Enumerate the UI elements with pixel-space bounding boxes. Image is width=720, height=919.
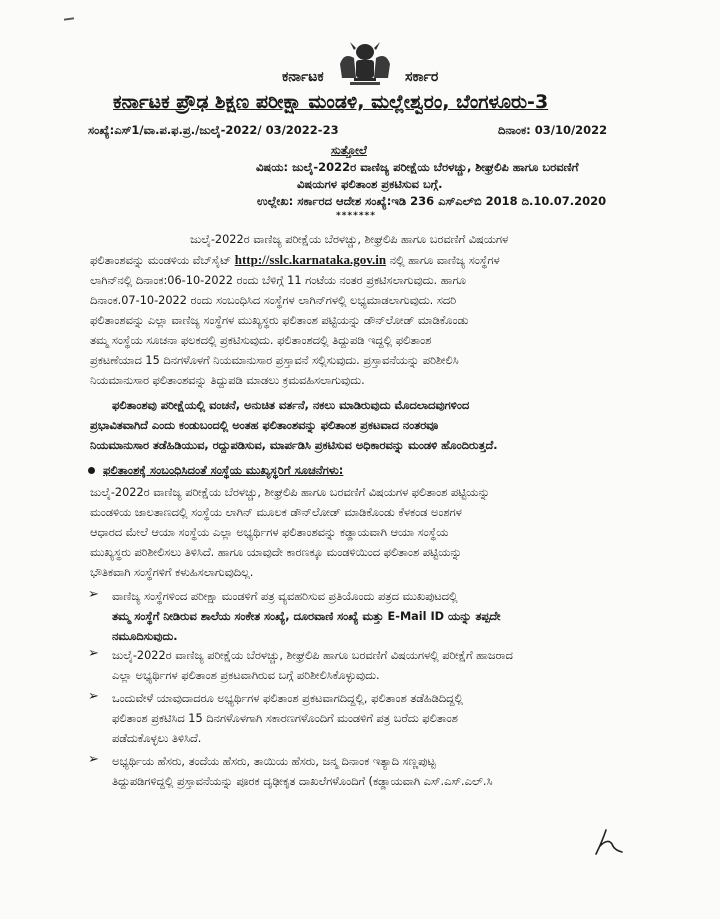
para1-line-website	[90, 250, 630, 271]
separator-stars: *******	[336, 211, 376, 221]
point-3-line: ಒಂದುವೇಳೆ ಯಾವುದಾದರೂ ಅಭ್ಯರ್ಥಿಗಳ ಫಲಿತಾಂಶ ಪ್ರಕಟವಾಗದಿದ್ದಲ್ಲಿ, ಫಲಿತಾಂಶ ತಡೆಹಿಡಿದಿದ್ದಲ್ಲಿ	[112, 692, 463, 705]
point-1-line: ನಮೂದಿಸುವುದು.	[112, 630, 178, 643]
instructions-heading	[88, 463, 343, 478]
point-item	[112, 689, 630, 749]
paragraph-results-publication	[90, 230, 630, 391]
para1-line: ಜುಲೈ-2022ರ ವಾಣಿಜ್ಯ ಪರೀಕ್ಷೆಯ ಬೆರಳಚ್ಚು, ಶೀಘ್ರಲಿಪಿ ಹಾಗೂ ಬರವಣಿಗೆ ವಿಷಯಗಳ	[190, 233, 509, 246]
point-item	[112, 587, 630, 647]
circular-title: ಸುತ್ತೋಲೆ	[331, 143, 367, 157]
point-item	[112, 752, 630, 792]
reference-number: ಸಂಖ್ಯೆ:ಎಸ್1/ವಾ.ಪ.ಫ.ಪ್ರ./ಜುಲೈ-2022/ 03/2022-23	[88, 123, 339, 137]
paragraph-withholding-rights	[90, 396, 630, 456]
para1-line: ಫಲಿತಾಂಶವನ್ನು ಎಲ್ಲಾ ವಾಣಿಜ್ಯ ಸಂಸ್ಥೆಗಳ ಮುಖ್ಯಸ್ಥರು ಫಲಿತಾಂಶ ಪಟ್ಟಿಯನ್ನು ಡೌನ್‌ಲೋಡ್ ಮಾಡಿಕೊಂಡು	[90, 314, 469, 327]
para1-line: ತಮ್ಮ ಸಂಸ್ಥೆಯ ಸೂಚನಾ ಫಲಕದಲ್ಲಿ ಪ್ರಕಟಿಸುವುದು. ಫಲಿತಾಂಶದಲ್ಲಿ ತಿದ್ದುಪಡಿ ಇದ್ದಲ್ಲಿ ಫಲಿತಾಂಶ	[90, 334, 432, 347]
para2-line: ಫಲಿತಾಂಶವು ಪರೀಕ್ಷೆಯಲ್ಲಿ ವಂಚನೆ, ಅನುಚಿತ ವರ್ತನೆ, ನಕಲು ಮಾಡಿರುವುದು ಮೊದಲಾದವುಗಳಿಂದ	[112, 399, 470, 412]
paragraph-download-instructions	[90, 483, 630, 583]
para2-line: ಪ್ರಭಾವಿತವಾಗಿದೆ ಎಂದು ಕಂಡುಬಂದಲ್ಲಿ ಅಂತಹ ಫಲಿತಾಂಶವನ್ನು ಫಲಿತಾಂಶ ಪ್ರಕಟವಾದ ನಂತರವೂ	[90, 419, 439, 432]
bullet-dot-icon	[88, 467, 95, 474]
point-2-line: ಜುಲೈ-2022ರ ವಾಣಿಜ್ಯ ಪರೀಕ್ಷೆಯ ಬೆರಳಚ್ಚು, ಶೀಘ್ರಲಿಪಿ ಹಾಗೂ ಬರವಣಿಗೆ ವಿಷಯಗಳಲ್ಲಿ ಪರೀಕ್ಷೆಗೆ ಹಾಜರಾದ	[112, 649, 513, 662]
para1-line: ನಿಯಮಾನುಸಾರ ಫಲಿತಾಂಶವನ್ನು ತಿದ್ದುಪಡಿ ಮಾಡಲು ಕ್ರಮವಹಿಸಲಾಗುವುದು.	[90, 374, 365, 387]
instructions-heading-text: ಫಲಿತಾಂಶಕ್ಕೆ ಸಂಬಂಧಿಸಿದಂತೆ ಸಂಸ್ಥೆಯ ಮುಖ್ಯಸ್ಥರಿಗೆ ಸೂಚನೆಗಳು:	[103, 463, 344, 477]
para3-line: ಆಧಾರದ ಮೇಲೆ ಆಯಾ ಸಂಸ್ಥೆಯ ಎಲ್ಲಾ ಅಭ್ಯರ್ಥಿಗಳ ಫಲಿತಾಂಶವನ್ನು ಕಡ್ಡಾಯವಾಗಿ ಆಯಾ ಸಂಸ್ಥೆಯ	[90, 526, 449, 539]
point-1-line: ತಮ್ಮ ಸಂಸ್ಥೆಗೆ ನೀಡಿರುವ ಶಾಲೆಯ ಸಂಕೇತ ಸಂಖ್ಯೆ, ದೂರವಾಣಿ ಸಂಖ್ಯೆ ಮತ್ತು E-Mail ID ಯನ್ನು ತಪ್ಪದೇ	[112, 610, 501, 623]
subject-line-2: ವಿಷಯಗಳ ಫಲಿತಾಂಶ ಪ್ರಕಟಿಸುವ ಬಗ್ಗೆ.	[297, 177, 443, 191]
para3-line: ಭೌತಿಕವಾಗಿ ಸಂಸ್ಥೆಗಳಿಗೆ ಕಳುಹಿಸಲಾಗುವುದಿಲ್ಲ.	[90, 566, 254, 579]
board-name: ಕರ್ನಾಟಕ ಪ್ರೌಢ ಶಿಕ್ಷಣ ಪರೀಕ್ಷಾ ಮಂಡಳಿ, ಮಲ್ಲೇಶ್ವರಂ, ಬೆಂಗಳೂರು-3	[113, 91, 549, 113]
point-3-line: ಪಡೆದುಕೊಳ್ಳಲು ತಿಳಿಸಿದೆ.	[112, 732, 202, 745]
arrow-bullet-icon: ➢	[88, 587, 99, 602]
para2-line: ನಿಯಮಾನುಸಾರ ತಡೆಹಿಡಿಯುವ, ರದ್ದುಪಡಿಸುವ, ಮಾರ್ಪಡಿಸಿ ಪ್ರಕಟಿಸುವ ಅಧಿಕಾರವನ್ನು ಮಂಡಳಿ ಹೊಂದಿರುತ್ತದೆ.	[90, 439, 498, 452]
arrow-bullet-icon: ➢	[88, 646, 99, 661]
para3-line: ಮಂಡಳಿಯ ಜಾಲತಾಣದಲ್ಲಿ ಸಂಸ್ಥೆಯ ಲಾಗಿನ್ ಮೂಲಕ ಡೌನ್‌ಲೋಡ್ ಮಾಡಿಕೊಂಡು ಕೆಳಕಂಡ ಅಂಶಗಳ	[90, 506, 462, 519]
para1-line: ದಿನಾಂಕ.07-10-2022 ರಂದು ಸಂಬಂಧಿಸಿದ ಸಂಸ್ಥೆಗಳ ಲಾಗಿನ್‌ಗಳಲ್ಲಿ ಲಭ್ಯಮಾಡಲಾಗುವುದು. ಸದರಿ	[90, 294, 457, 307]
para1-line: ಪ್ರಕಟಣೆಯಾದ 15 ದಿನಗಳೊಳಗೆ ನಿಯಮಾನುಸಾರ ಪ್ರಸ್ತಾವನೆ ಸಲ್ಲಿಸುವುದು. ಪ್ರಸ್ತಾವನೆಯನ್ನು ಪರಿಶೀಲಿಸಿ	[90, 354, 459, 367]
para3-line: ಜುಲೈ-2022ರ ವಾಣಿಜ್ಯ ಪರೀಕ್ಷೆಯ ಬೆರಳಚ್ಚು, ಶೀಘ್ರಲಿಪಿ ಹಾಗೂ ಬರವಣಿಗೆ ವಿಷಯಗಳ ಫಲಿತಾಂಶ ಪಟ್ಟಿಯನ್ನು	[90, 486, 490, 499]
para1-line-2-head: ಫಲಿತಾಂಶವನ್ನು ಮಂಡಳಿಯ ವೆಬ್‌ಸೈಟ್	[90, 254, 232, 267]
header-right-word: ಸರ್ಕಾರ	[405, 69, 439, 85]
point-item	[112, 646, 630, 686]
point-2-line: ಎಲ್ಲಾ ಅಭ್ಯರ್ಥಿಗಳ ಫಲಿತಾಂಶ ಪ್ರಕಟವಾಗಿರುವ ಬಗ್ಗೆ ಪರಿಶೀಲಿಸಿಕೊಳ್ಳುವುದು.	[112, 669, 380, 682]
arrow-bullet-icon: ➢	[88, 752, 99, 767]
subject-reference: ಉಲ್ಲೇಖ: ಸರ್ಕಾರದ ಆದೇಶ ಸಂಖ್ಯೆ:ಇಡಿ 236 ಎಸ್ಎಲ್‌ಬಿ 2018 ದಿ.10.07.2020	[257, 194, 607, 208]
point-3-line: ಫಲಿತಾಂಶ ಪ್ರಕಟಿಸಿದ 15 ದಿನಗಳೊಳಗಾಗಿ ಸಕಾರಣಗಳೊಂದಿಗೆ ಮಂಡಳಿಗೆ ಪತ್ರ ಬರೆದು ಫಲಿತಾಂಶ	[112, 712, 458, 725]
point-4-line: ತಿದ್ದುಪಡಿಗಳಿದ್ದಲ್ಲಿ ಪ್ರಸ್ತಾವನೆಯನ್ನು ಪೂರಕ ದೃಢೀಕೃತ ದಾಖಲೆಗಳೊಂದಿಗೆ (ಕಡ್ಡಾಯವಾಗಿ ಎಸ್.ಎಸ್.ಎಲ್.ಸಿ	[112, 775, 493, 788]
para3-line: ಮುಖ್ಯಸ್ಥರು ಪರಿಶೀಲಿಸಲು ತಿಳಿಸಿದೆ. ಹಾಗೂ ಯಾವುದೇ ಕಾರಣಕ್ಕೂ ಮಂಡಳಿಯಿಂದ ಫಲಿತಾಂಶ ಪಟ್ಟಿಯನ್ನು	[90, 546, 462, 559]
website-link[interactable]: http://sslc.karnataka.gov.in	[234, 252, 387, 267]
circular-date: ದಿನಾಂಕ: 03/10/2022	[498, 123, 608, 137]
para1-line: ಲಾಗಿನ್‌ನಲ್ಲಿ ದಿನಾಂಕ:06-10-2022 ರಂದು ಬೆಳಿಗ್ಗೆ 11 ಗಂಟೆಯ ನಂತರ ಪ್ರಕಟಿಸಲಾಗುವುದು. ಹಾಗೂ	[90, 274, 466, 287]
arrow-bullet-icon: ➢	[88, 689, 99, 704]
karnataka-emblem-icon	[330, 38, 400, 86]
signature-icon	[592, 828, 626, 858]
scan-mark	[64, 17, 74, 20]
subject-line-1: ವಿಷಯ: ಜುಲೈ-2022ರ ವಾಣಿಜ್ಯ ಪರೀಕ್ಷೆಯ ಬೆರಳಚ್ಚು, ಶೀಘ್ರಲಿಪಿ ಹಾಗೂ ಬರವಣಿಗೆ	[256, 160, 579, 174]
point-4-line: ಅಭ್ಯರ್ಥಿಯ ಹೆಸರು, ತಂದೆಯ ಹೆಸರು, ತಾಯಿಯ ಹೆಸರು, ಜನ್ಮ ದಿನಾಂಕ ಇತ್ಯಾದಿ ಸಣ್ಣಪುಟ್ಟ	[112, 755, 436, 768]
point-1-line: ವಾಣಿಜ್ಯ ಸಂಸ್ಥೆಗಳಿಂದ ಪರೀಕ್ಷಾ ಮಂಡಳಿಗೆ ಪತ್ರ ವ್ಯವಹರಿಸುವ ಪ್ರತಿಯೊಂದು ಪತ್ರದ ಮುಖಪುಟದಲ್ಲಿ	[112, 590, 458, 603]
header-left-word: ಕರ್ನಾಟಕ	[282, 69, 324, 85]
para1-line-2-tail: ನಲ್ಲಿ ಹಾಗೂ ವಾಣಿಜ್ಯ ಸಂಸ್ಥೆಗಳ	[389, 254, 500, 267]
